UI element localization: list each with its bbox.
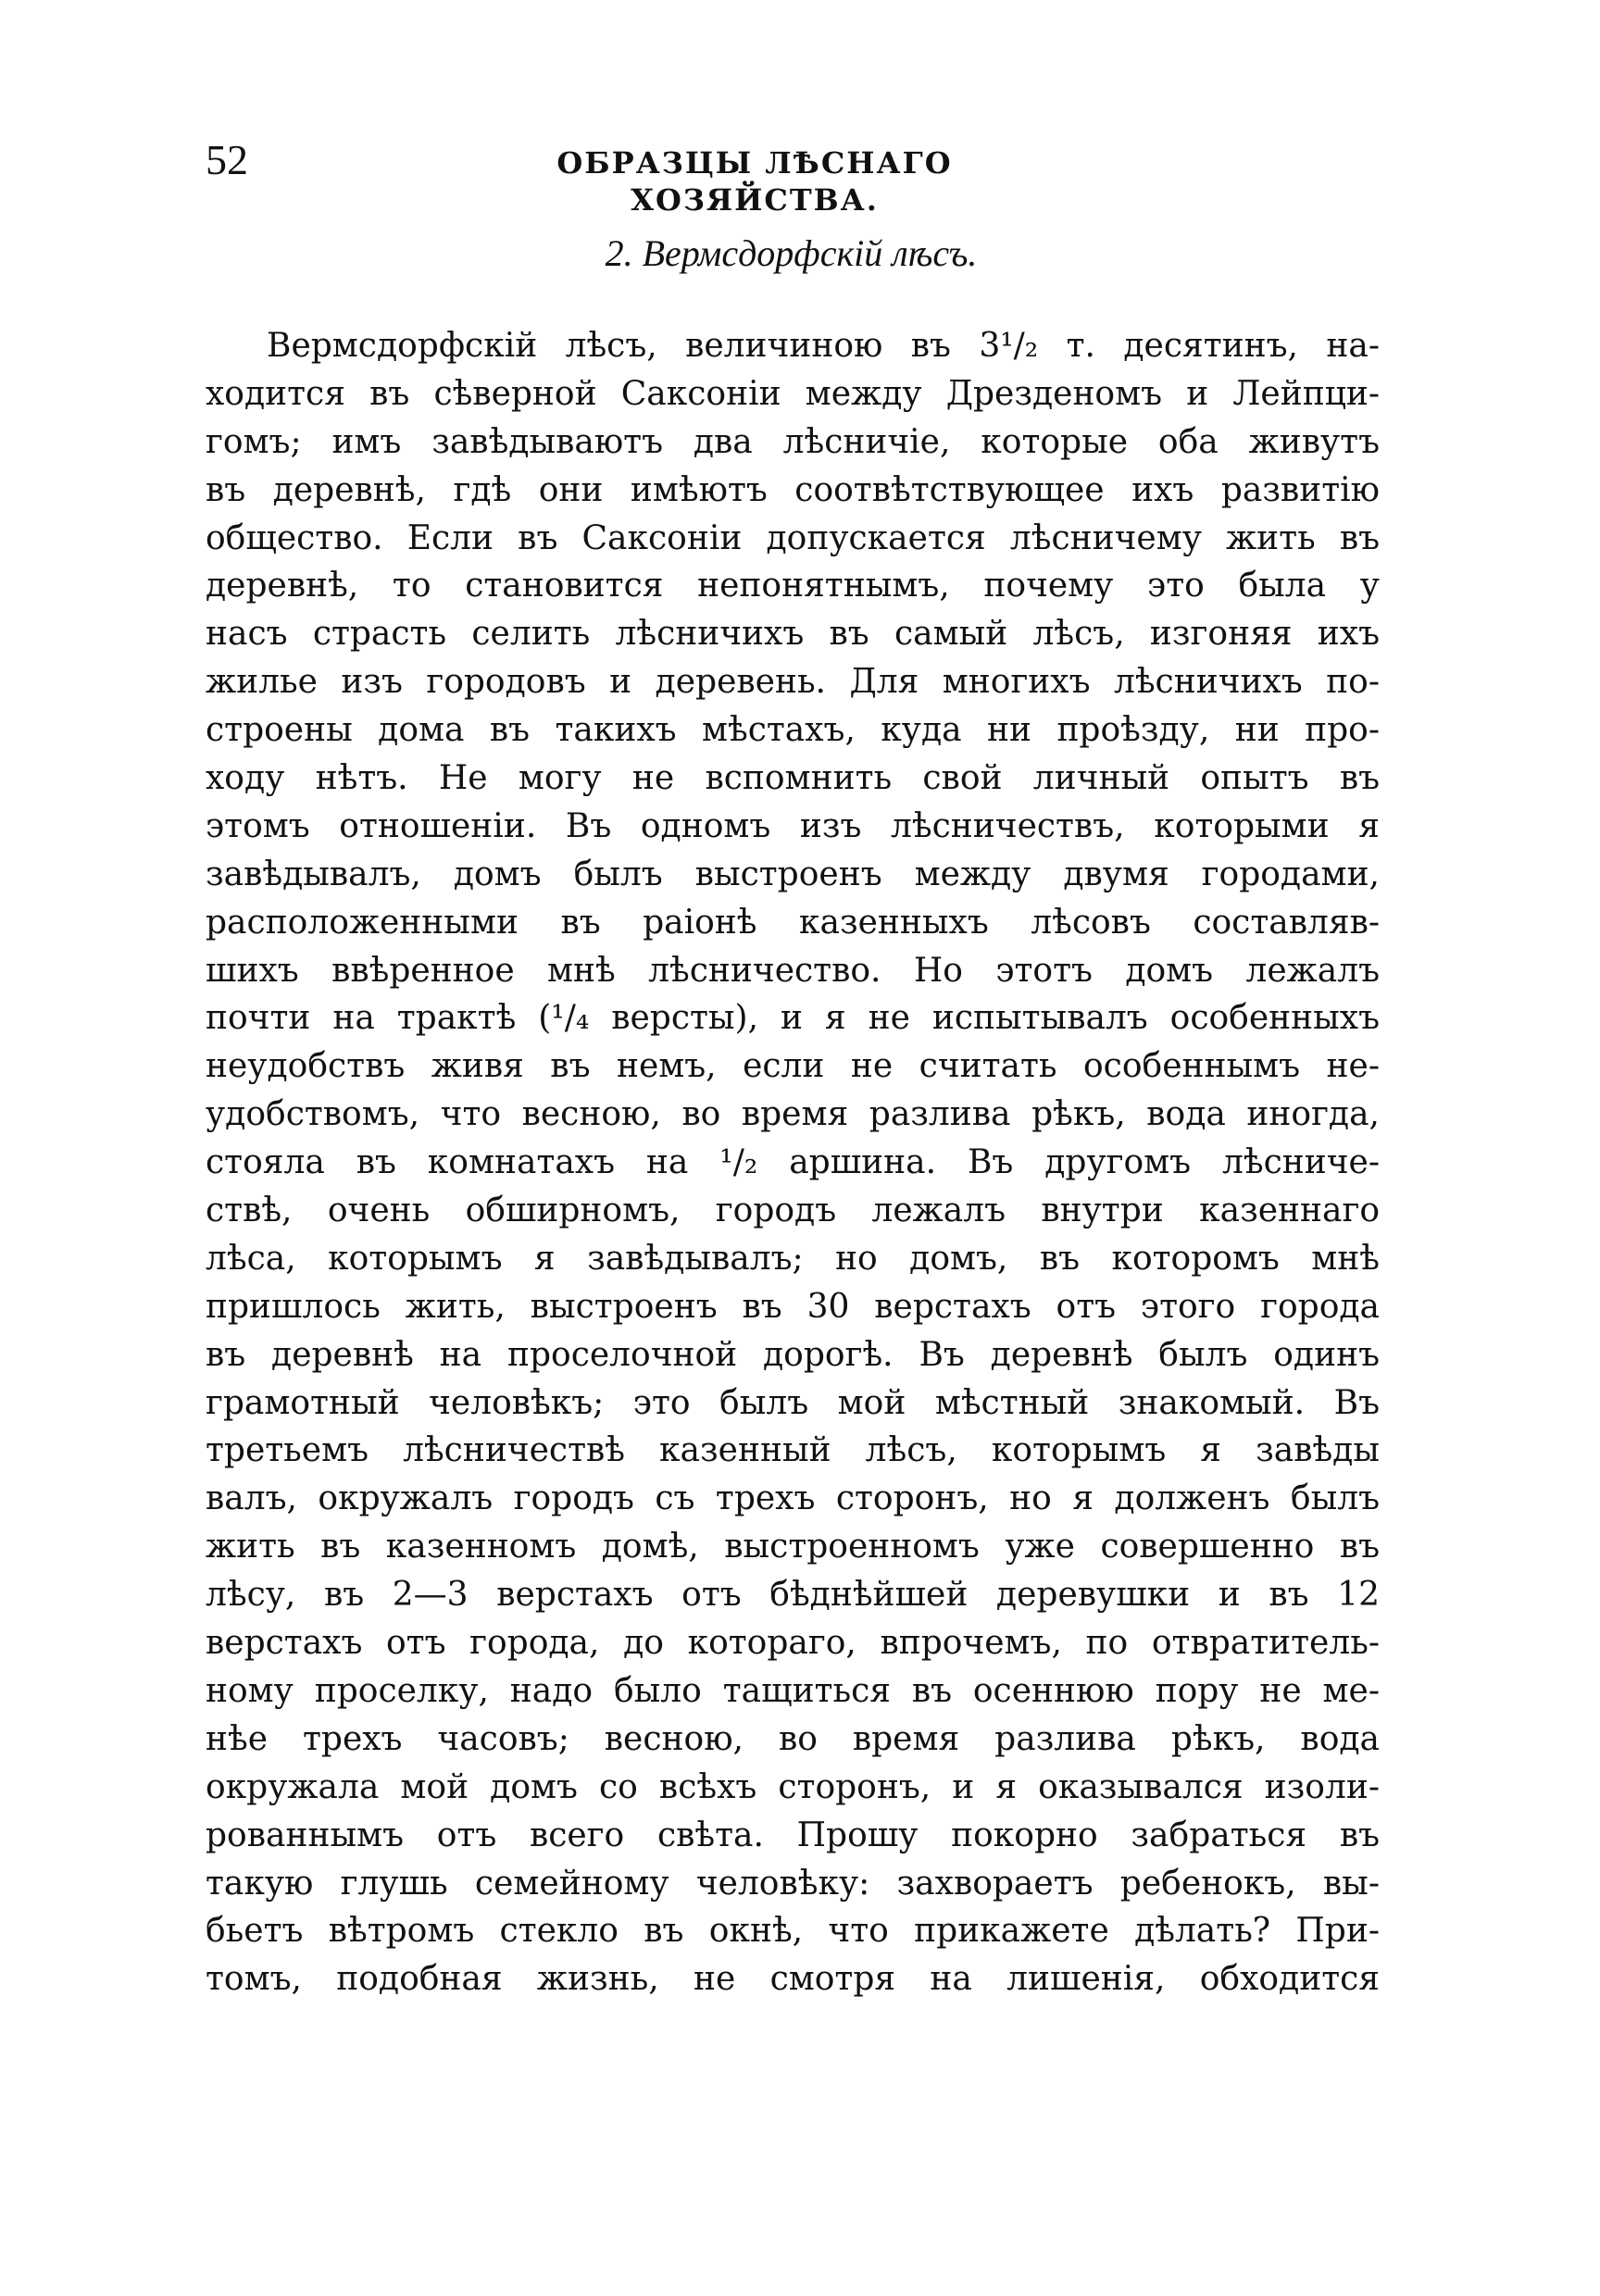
text-line: томъ, подобная жизнь, не смотря на лишенія, обходится (206, 1960, 1380, 1999)
section-title: 2. Вермсдорфскій лѣсъ. (605, 232, 978, 274)
text-line: бьетъ вѣтромъ стекло въ окнѣ, что прикажете дѣлать? При- (206, 1912, 1380, 1951)
text-line: валъ, окружалъ городъ съ трехъ сторонъ, но я долженъ былъ (206, 1479, 1380, 1518)
text-line: окружала мой домъ со всѣхъ сторонъ, и я оказывался изоли- (206, 1767, 1380, 1806)
text-line: завѣдывалъ, домъ былъ выстроенъ между двумя городами, (206, 855, 1380, 893)
text-line: расположенными въ раіонѣ казенныхъ лѣсовъ составляв- (206, 903, 1380, 942)
text-line: гомъ; имъ завѣдываютъ два лѣсничіе, которые оба живутъ (206, 422, 1380, 461)
text-line: пришлось жить, выстроенъ въ 30 верстахъ отъ этого города (206, 1287, 1380, 1326)
running-header: ОБРАЗЦЫ ЛѢСНАГО ХОЗЯЙСТВА. (556, 145, 953, 218)
body-text (206, 322, 1380, 2003)
text-line: строены дома въ такихъ мѣстахъ, куда ни проѣзду, ни про- (206, 711, 1380, 750)
text-line: шихъ ввѣренное мнѣ лѣсничество. Но этотъ домъ лежалъ (206, 951, 1380, 990)
text-line: этомъ отношеніи. Въ одномъ изъ лѣсничествъ, которыми я (206, 806, 1380, 845)
text-line: насъ страсть селить лѣсничихъ въ самый лѣсъ, изгоняя ихъ (206, 615, 1380, 654)
text-line: ходится въ сѣверной Саксоніи между Дрезденомъ и Лейпци- (206, 374, 1380, 413)
text-line: удобствомъ, что весною, во время разлива рѣкъ, вода иногда, (206, 1095, 1380, 1134)
text-line: лѣса, которымъ я завѣдывалъ; но домъ, въ которомъ мнѣ (206, 1239, 1380, 1278)
text-line: Вермсдорфскій лѣсъ, величиною въ 3¹/₂ т. десятинъ, на- (267, 327, 1380, 365)
text-line: жить въ казенномъ домѣ, выстроенномъ уже совершенно въ (206, 1528, 1380, 1566)
page-number: 52 (206, 136, 248, 183)
text-line: деревнѣ, то становится непонятнымъ, почему это была у (206, 567, 1380, 605)
text-line: рованнымъ отъ всего свѣта. Прошу покорно забраться въ (206, 1816, 1380, 1854)
text-line: въ деревнѣ, гдѣ они имѣютъ соотвѣтствующее ихъ развитію (206, 470, 1380, 509)
text-line: неудобствъ живя въ немъ, если не считать особеннымъ не- (206, 1047, 1380, 1086)
text-line: грамотный человѣкъ; это былъ мой мѣстный знакомый. Въ (206, 1383, 1380, 1422)
text-line: третьемъ лѣсничествѣ казенный лѣсъ, которымъ я завѣды (206, 1431, 1380, 1470)
text-line: лѣсу, въ 2—3 верстахъ отъ бѣднѣйшей деревушки и въ 12 (206, 1576, 1380, 1615)
text-line: въ деревнѣ на проселочной дорогѣ. Въ деревнѣ былъ одинъ (206, 1335, 1380, 1374)
text-line: жилье изъ городовъ и деревень. Для многихъ лѣсничихъ по- (206, 663, 1380, 702)
text-line: ствѣ, очень обширномъ, городъ лежалъ внутри казеннаго (206, 1192, 1380, 1230)
text-line: такую глушь семейному человѣку: захвораетъ ребенокъ, вы- (206, 1864, 1380, 1903)
text-line: общество. Если въ Саксоніи допускается лѣсничему жить въ (206, 518, 1380, 557)
text-line: верстахъ отъ города, до котораго, впрочемъ, по отвратитель- (206, 1624, 1380, 1663)
text-line: нѣе трехъ часовъ; весною, во время разлива рѣкъ, вода (206, 1719, 1380, 1758)
text-line: ходу нѣтъ. Не могу не вспомнить свой личный опытъ въ (206, 759, 1380, 798)
text-line: почти на трактѣ (¹/₄ версты), и я не испытывалъ особенныхъ (206, 999, 1380, 1038)
text-line: стояла въ комнатахъ на ¹/₂ аршина. Въ другомъ лѣсниче- (206, 1143, 1380, 1182)
text-line: ному проселку, надо было тащиться въ осеннюю пору не ме- (206, 1671, 1380, 1710)
